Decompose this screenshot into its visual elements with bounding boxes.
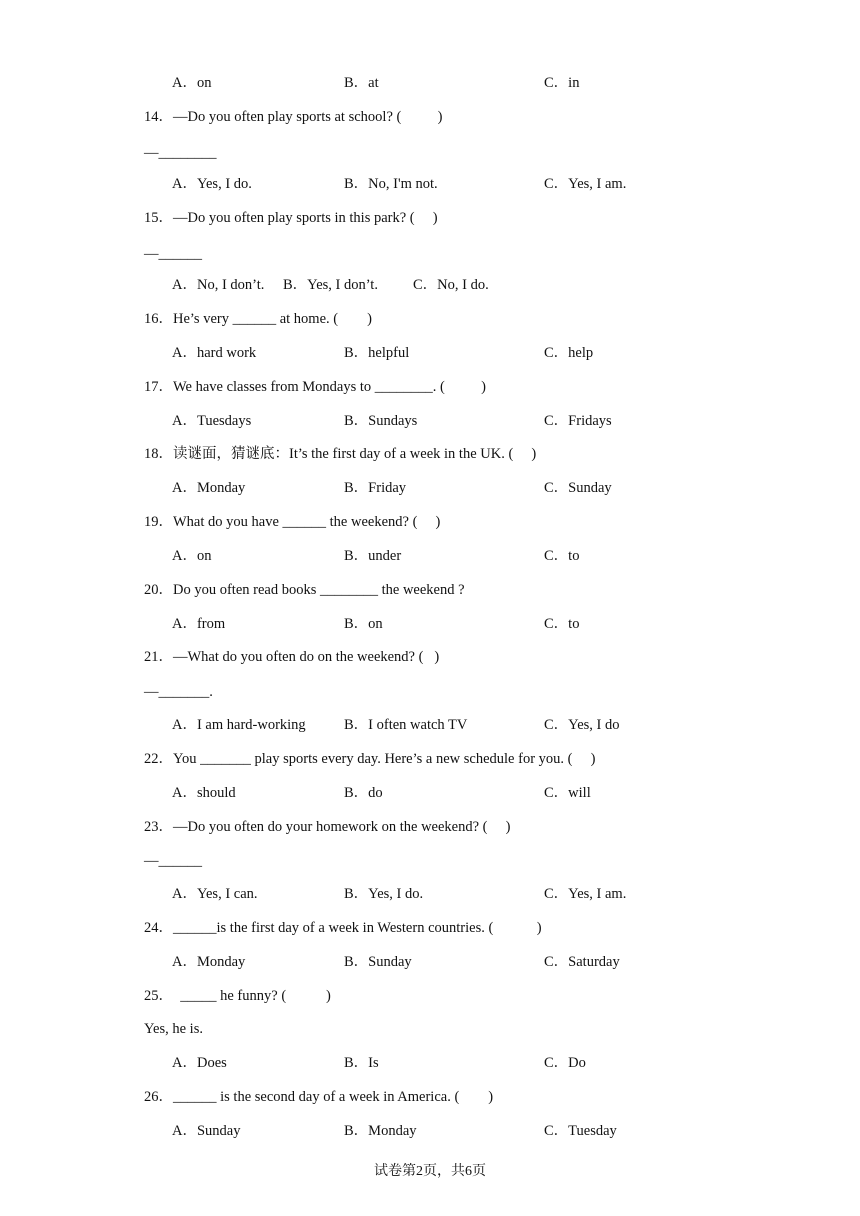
option-a: A．hard work [172,345,257,361]
option-c: C．to [544,548,580,564]
answer-line-25: Yes, he is. [144,1021,203,1037]
option-a: A．I am hard-working [172,717,306,733]
options-row-19 [0,547,860,565]
option-b: B．I often watch TV [344,717,468,733]
option-a: A．No, I don’t. [172,277,265,293]
answer-line-21: —_______. [144,684,213,700]
option-b: B．Yes, I don’t. [283,277,378,293]
question-stem-17: 17．We have classes from Mondays to ________. ( ) [144,379,486,395]
question-stem-16: 16．He’s very ______ at home. ( ) [144,311,372,327]
options-row-24 [0,953,860,971]
question-stem-18: 18．读谜面，猜谜底：It’s the first day of a week in the UK. ( ) [144,446,537,462]
option-a: A．Tuesdays [172,413,252,429]
answer-line-23: —______ [144,853,202,869]
options-row-22 [0,784,860,802]
option-a: A．should [172,785,236,801]
question-stem-20: 20．Do you often read books ________ the weekend ? [144,582,465,598]
option-c: C．Saturday [544,954,620,970]
question-stem-19: 19．What do you have ______ the weekend? ( ) [144,514,441,530]
option-b: B．at [344,75,379,91]
option-a: A．Monday [172,954,246,970]
answer-line-15: —______ [144,246,202,262]
option-c: C．to [544,616,580,632]
option-a: A．on [172,548,212,564]
option-c: C．Tuesday [544,1123,617,1139]
options-row-21 [0,716,860,734]
option-c: C．in [544,75,580,91]
answer-line-14: —________ [144,145,217,161]
options-row-20 [0,615,860,633]
options-row-16 [0,344,860,362]
option-c: C．Yes, I am. [544,886,627,902]
option-a: A．Does [172,1055,227,1071]
option-c: C．will [544,785,591,801]
option-c: C．Fridays [544,413,612,429]
options-row-26 [0,1122,860,1140]
question-stem-25: 25． _____ he funny? ( ) [144,988,331,1004]
option-b: B．Monday [344,1123,417,1139]
question-stem-23: 23．—Do you often do your homework on the weekend? ( ) [144,819,511,835]
options-row-18 [0,479,860,497]
option-c: C．help [544,345,594,361]
options-row-25 [0,1054,860,1072]
option-c: C．Yes, I am. [544,176,627,192]
question-stem-22: 22．You _______ play sports every day. Here’s a new schedule for you. ( ) [144,751,596,767]
option-a: A．Sunday [172,1123,241,1139]
option-b: B．on [344,616,383,632]
option-b: B．Sunday [344,954,412,970]
option-b: B．Yes, I do. [344,886,424,902]
question-stem-26: 26．______ is the second day of a week in America. ( ) [144,1089,494,1105]
option-b: B．Sundays [344,413,418,429]
option-a: A．Yes, I do. [172,176,252,192]
option-b: B．do [344,785,383,801]
option-a: A．Yes, I can. [172,886,258,902]
option-c: C．Do [544,1055,586,1071]
option-c: C．Sunday [544,480,612,496]
question-stem-14: 14．—Do you often play sports at school? ( ) [144,109,443,125]
options-row-15 [0,276,860,294]
question-stem-24: 24．______is the first day of a week in Western countries. ( ) [144,920,542,936]
option-b: B．Is [344,1055,379,1071]
option-b: B．helpful [344,345,410,361]
options-row-23 [0,885,860,903]
options-row-13 [0,74,860,92]
option-a: A．on [172,75,212,91]
options-row-17 [0,412,860,430]
option-c: C．Yes, I do [544,717,620,733]
question-stem-15: 15．—Do you often play sports in this park? ( ) [144,210,438,226]
question-stem-21: 21．—What do you often do on the weekend? ( ) [144,649,440,665]
option-a: A．from [172,616,226,632]
option-b: B．No, I'm not. [344,176,438,192]
options-row-14 [0,175,860,193]
option-b: B．under [344,548,402,564]
option-a: A．Monday [172,480,246,496]
option-b: B．Friday [344,480,407,496]
option-c: C．No, I do. [413,277,489,293]
page-footer: 试卷第2页，共6页 [374,1164,486,1179]
